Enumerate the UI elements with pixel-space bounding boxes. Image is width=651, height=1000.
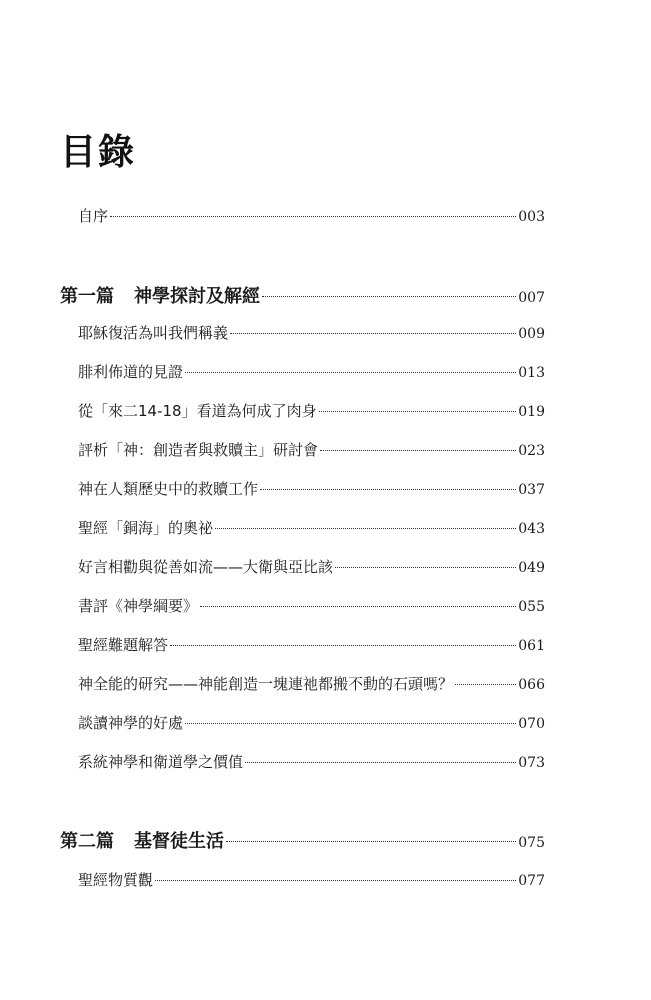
toc-entry-label: 從「來二14-18」看道為何成了肉身 xyxy=(78,402,317,420)
toc-entry[interactable] xyxy=(78,752,545,773)
toc-entry[interactable] xyxy=(78,401,545,422)
toc-entry[interactable] xyxy=(78,323,545,344)
toc-entry-preface[interactable] xyxy=(78,206,545,227)
toc-entry[interactable] xyxy=(78,713,545,734)
toc-page-number: 077 xyxy=(518,873,545,889)
toc-page-number: 075 xyxy=(518,835,545,851)
page-title: 目錄 xyxy=(60,131,137,173)
toc-page-number: 066 xyxy=(518,677,545,693)
toc-part-2[interactable] xyxy=(60,830,545,855)
toc-page-number: 055 xyxy=(518,599,545,615)
toc-page-number: 009 xyxy=(518,326,545,342)
toc-entry-label: 聖經物質觀 xyxy=(78,871,154,889)
toc-entry[interactable] xyxy=(78,362,545,383)
toc-page-number: 049 xyxy=(518,560,545,576)
dot-leader xyxy=(230,333,516,334)
dot-leader xyxy=(170,645,516,646)
dot-leader xyxy=(215,528,516,529)
dot-leader xyxy=(262,296,516,297)
toc-entry[interactable] xyxy=(78,870,545,891)
dot-leader xyxy=(185,372,516,373)
toc-entry[interactable] xyxy=(78,479,545,500)
toc-page-number: 007 xyxy=(518,290,545,306)
toc-entry-label: 聖經「銅海」的奧祕 xyxy=(78,519,214,537)
toc-entry-label: 聖經難題解答 xyxy=(78,636,169,654)
toc-entry-label: 耶穌復活為叫我們稱義 xyxy=(78,324,229,342)
toc-page-number: 073 xyxy=(518,755,545,771)
toc-entry-label: 好言相勸與從善如流——大衛與亞比該 xyxy=(78,558,334,576)
part-label: 第二篇 xyxy=(60,831,114,852)
dot-leader xyxy=(455,684,516,685)
toc-entry-label: 腓利佈道的見證 xyxy=(78,363,184,381)
toc-page-number: 061 xyxy=(518,638,545,654)
dot-leader xyxy=(185,723,516,724)
toc-entry[interactable] xyxy=(78,596,545,617)
toc-entry-label: 神全能的研究——神能創造一塊連祂都搬不動的石頭嗎？ xyxy=(78,675,454,693)
toc-entry-label: 評析「神：創造者與救贖主」研討會 xyxy=(78,441,319,459)
toc-page-number: 003 xyxy=(518,209,545,225)
dot-leader xyxy=(245,762,516,763)
dot-leader xyxy=(226,841,516,842)
toc-entry[interactable] xyxy=(78,518,545,539)
toc-page-number: 070 xyxy=(518,716,545,732)
toc-entry-label: 自序 xyxy=(78,207,109,225)
part-title: 基督徒生活 xyxy=(134,831,224,852)
toc-page-number: 013 xyxy=(518,365,545,381)
toc-page-number: 023 xyxy=(518,443,545,459)
dot-leader xyxy=(320,450,516,451)
toc-page-number: 037 xyxy=(518,482,545,498)
toc-entry-label: 系統神學和衛道學之價值 xyxy=(78,753,244,771)
toc-page-number: 043 xyxy=(518,521,545,537)
part-title: 神學探討及解經 xyxy=(134,286,260,307)
dot-leader xyxy=(200,606,516,607)
dot-leader xyxy=(335,567,516,568)
toc-part-1[interactable] xyxy=(60,285,545,310)
dot-leader xyxy=(319,411,517,412)
dot-leader xyxy=(110,216,516,217)
toc-page-number: 019 xyxy=(518,404,545,420)
toc-entry[interactable] xyxy=(78,440,545,461)
part-label: 第一篇 xyxy=(60,286,114,307)
toc-entry-label: 神在人類歷史中的救贖工作 xyxy=(78,480,259,498)
toc-entry-label: 談讀神學的好處 xyxy=(78,714,184,732)
dot-leader xyxy=(155,880,516,881)
toc-entry[interactable] xyxy=(78,635,545,656)
dot-leader xyxy=(260,489,516,490)
toc-entry-label: 書評《神學綱要》 xyxy=(78,597,199,615)
toc-entry[interactable] xyxy=(78,674,545,695)
toc-entry[interactable] xyxy=(78,557,545,578)
